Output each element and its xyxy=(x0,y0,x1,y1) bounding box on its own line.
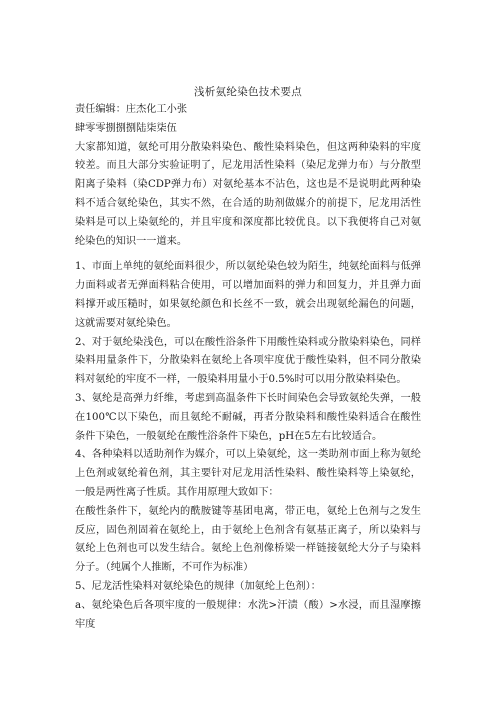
document-title: 浅析氨纶染色技术要点 xyxy=(194,86,302,98)
paragraph-1: 1、市面上单纯的氨纶面料很少，所以氨纶染色较为陌生，纯氨纶面料与低弹力面料或者无弹面料粘合使用，可以增加面料的弹力和回复力，并且弹力面料撑开或压糙时，如果氨纶颜色和长丝不一致，就会出现氨纶漏色的问题，这就需要对氨纶染色。 xyxy=(75,261,421,329)
paragraph-intro: 大家都知道，氨纶可用分散染料染色、酸性染料染色，但这两种染料的牢度较差。而且大部分实验证明了，尼龙用活性染料（染尼龙弹力布）与分散型阳离子染料（染CDP弹力布）对氨纶基本不沾色，这也是不是说明此两种染料不适合氨纶染色，其实不然，在合适的助剂做媒介的前提下，尼龙用活性染料是可以上染氨纶的，并且牢度和深度都比较优良。以下我便将自己对氨纶染色的知识一一道来。 xyxy=(75,141,421,247)
paragraph-mechanism: 在酸性条件下，氨纶内的酰胺键等基团电离，带正电，氨纶上色剂与之发生反应，固色剂固着在氨纶上，由于氨纶上色剂含有氨基正离子，所以染料与氨纶上色剂也可以发生结合。氨纶上色剂像桥梁一样链接氨纶大分子与染料分子。（纯属个人推断，不可作为标准） xyxy=(75,505,421,574)
paragraph-4: 4、各种染料以适助剂作为媒介，可以上染氨纶，这一类助剂市面上称为氨纶上色剂或氨纶着色剂，其主要针对尼龙用活性染料、酸性染料等上染氨纶，一般是两性离子性质。其作用原理大致如下： xyxy=(75,449,421,498)
document-body xyxy=(75,101,421,634)
paragraph-3: 3、氨纶是高弹力纤维，考虑到高温条件下长时间染色会导致氨纶失弹，一般在100℃以下染色，而且氨纶不耐碱，再者分散染料和酸性染料适合在酸性条件下染色，一般氨纶在酸性浴条件下染色，pH在5左右比较适合。 xyxy=(75,392,421,442)
paragraph-5a: a、氨纶染色后各项牢度的一般规律：水洗>汗渍（酸）>水浸，而且湿摩擦牢度 xyxy=(75,599,421,630)
paragraph-5: 5、尼龙活性染料对氨纶染色的规律（加氨纶上色剂）： xyxy=(75,580,321,592)
code-line: 肆零零捌捌捌陆柒柒伍 xyxy=(75,122,177,134)
editor-line: 责任编辑：庄杰化工小张 xyxy=(75,104,188,115)
paragraph-2: 2、对于氨纶染浅色，可以在酸性浴条件下用酸性染料或分散染料染色，同样染料用量条件下，分散染料在氨纶上各项牢度优于酸性染料，但不同分散染料对氨纶的牢度不一样，一般染料用量小于0.5%时可以用分散染料染色。 xyxy=(75,336,421,386)
